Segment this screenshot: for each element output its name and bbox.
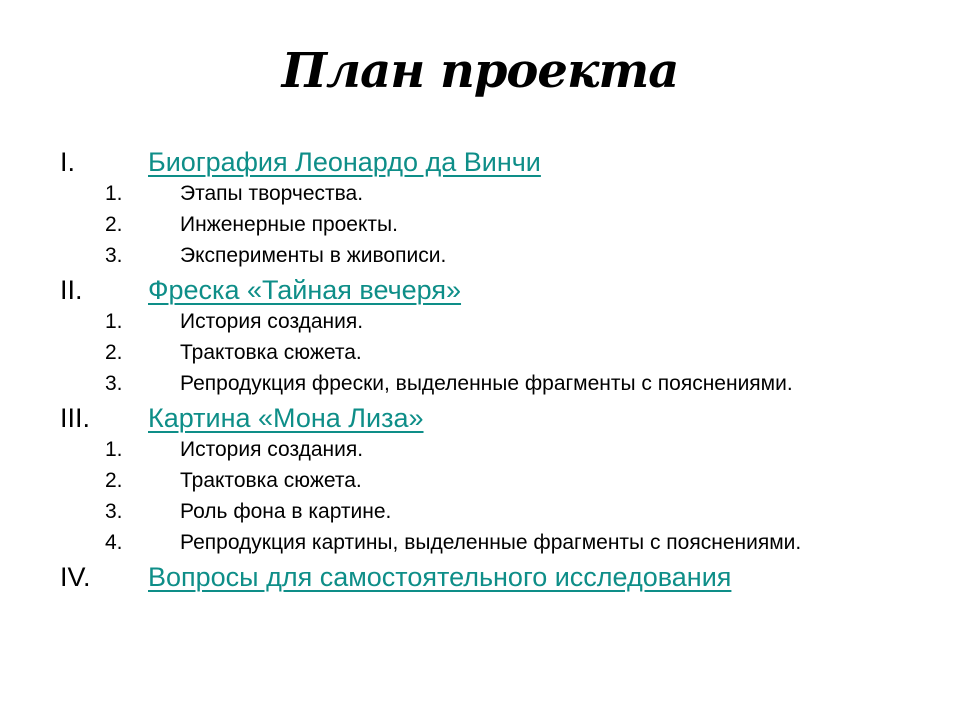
section-link[interactable]: Картина «Мона Лиза» (148, 403, 424, 433)
outline-list (0, 147, 960, 593)
slide-title: План проекта (281, 43, 679, 99)
item-text: Роль фона в картине. (180, 500, 392, 523)
item-number: 1. (105, 310, 123, 333)
section-link[interactable]: Вопросы для самостоятельного исследования (148, 562, 732, 592)
section-numeral: II. (60, 275, 83, 305)
section-numeral: IV. (60, 562, 91, 592)
item-text: История создания. (180, 438, 364, 461)
list-item (0, 434, 960, 465)
item-number: 2. (105, 341, 123, 364)
item-number: 4. (105, 531, 123, 554)
section-row (0, 562, 960, 593)
item-number: 3. (105, 244, 123, 267)
section-numeral: III. (60, 403, 91, 433)
item-number: 1. (105, 438, 123, 461)
section-link[interactable]: Биография Леонардо да Винчи (148, 147, 541, 177)
list-item (0, 337, 960, 368)
list-item (0, 368, 960, 399)
list-item (0, 306, 960, 337)
item-text: Репродукция картины, выделенные фрагменты с пояснениями. (180, 531, 802, 554)
item-text: Трактовка сюжета. (180, 469, 362, 492)
list-item (0, 240, 960, 271)
item-text: Этапы творчества. (180, 182, 364, 205)
item-number: 2. (105, 213, 123, 236)
section-link[interactable]: Фреска «Тайная вечеря» (148, 275, 462, 305)
section-numeral: I. (60, 147, 76, 177)
list-item (0, 496, 960, 527)
list-item (0, 527, 960, 558)
section-row (0, 403, 960, 434)
item-number: 3. (105, 500, 123, 523)
section-row (0, 147, 960, 178)
item-text: Трактовка сюжета. (180, 341, 362, 364)
item-text: История создания. (180, 310, 364, 333)
list-item (0, 209, 960, 240)
section-row (0, 275, 960, 306)
list-item (0, 178, 960, 209)
item-text: Инженерные проекты. (180, 213, 398, 236)
list-item (0, 465, 960, 496)
item-number: 2. (105, 469, 123, 492)
item-text: Репродукция фрески, выделенные фрагменты с пояснениями. (180, 372, 793, 395)
item-number: 1. (105, 182, 123, 205)
item-number: 3. (105, 372, 123, 395)
item-text: Эксперименты в живописи. (180, 244, 447, 267)
